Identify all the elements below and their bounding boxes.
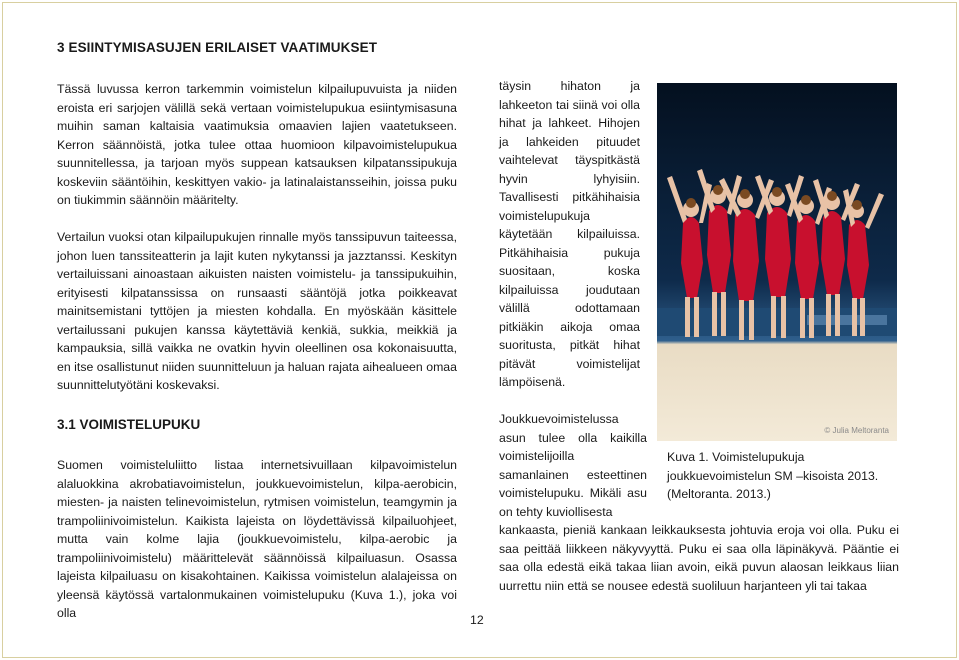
- suit-paragraph: Suomen voimisteluliitto listaa internetsivuillaan kilpavoimistelun alaluokkina akrobatiavoimistelun, joukkuevoimistelun, kilpa-aerobicin, miesten- ja naisten telinevoimistelun, rytmisen voimistelun, teamgymin ja trampoliinivoimistelun. Kaikista lajeista on löydettävissä kilpailuohjeet, mutta vain kolme lajia (joukkuevoimistelu, kilpa-aerobic ja trampoliinivoimistelu) määrittelevät säännöissä kilpailuasun. Osassa lajeista kilpailuasu on kisakohtainen. Kaikissa voimistelun alalajeissa on yleensä käytössä vartalonmukainen voimistelupuku (Kuva 1.), joka voi olla: [57, 458, 457, 620]
- caption-line-3: (Meltoranta. 2013.): [667, 487, 771, 501]
- main-heading: 3 ESIINTYMISASUJEN ERILAISET VAATIMUKSET: [57, 40, 378, 55]
- sub-heading: 3.1 VOIMISTELUPUKU: [57, 417, 201, 432]
- right-column-paragraph-mid: Joukkuevoimistelussa asun tulee olla kaikilla voimistelijoilla samanlainen esteettinen voimistelupuku. Mikäli asu on tehty kuviollisesta: [499, 412, 647, 519]
- caption-line-1: Kuva 1. Voimistelupukuja: [667, 450, 805, 464]
- gymnasts-photo: [657, 83, 897, 441]
- right-column-paragraph-top: täysin hihaton ja lahkeeton tai siinä voi olla hihat ja lahkeet. Hihojen ja lahkeiden pituudet vaihtelevat täyspitkästä hyvin lyhyisiin. Tavallisesti pitkähihaisia voimistelupukuja käytetään kilpailuissa. Pitkähihaisia pukuja suositaan, koska kilpailuissa joudutaan välillä odottamaan pitkiäkin aikoja omaa suoritusta, pitkät hihat pitävät voimistelijat lämpöisenä.: [499, 79, 640, 389]
- figure-caption: [667, 448, 897, 504]
- intro-paragraph: Tässä luvussa kerron tarkemmin voimistelun kilpailupuvuista ja niiden eroista eri sarjojen välillä sekä vertaan voimistelupukua esiintymisasuna muihin saman kaltaisia vaatimuksia omaavien lajien vaatetukseen. Kerron säännöistä, jotka tulee ottaa huomioon kilpavoimistelupukua suunnitellessa, ja tarjoan myös suppean katsauksen kilpatanssipukuja koskeviin sääntöihin, keskittyen vakio- ja latinalaistansseihin, joissa puku on tiukimmin säännöin määritelty.: [57, 82, 457, 207]
- dance-paragraph: Vertailun vuoksi otan kilpailupukujen rinnalle myös tanssipuvun taiteessa, johon luen tanssiteatterin ja lajit kuten nykytanssi ja jazztanssi. Keskityn vertailuissani ainoastaan aikuisten naisten voimistelu- ja tanssipukuihin, erityisesti kilpatanssissa on runsaasti sääntöjä jotka poikkeavat mainitsemistani tyttöjen ja miesten kohdalla. En myöskään käsittele vertailussani pukujen kanssa käytettäviä kenkiä, sukkia, meikkiä ja kampauksia, sillä vaikka ne ovatkin hyvin oleellinen osa kokonaisuutta, en itse osallistunut niiden suunnitteluun ja haluan rajata aihealueen omaa suunnittelutyötäni koskevaksi.: [57, 230, 457, 392]
- page-number: 12: [470, 613, 484, 627]
- caption-line-2: joukkuevoimistelun SM –kisoista 2013.: [667, 468, 879, 483]
- photo-credit: © Julia Meltoranta: [824, 426, 889, 435]
- right-column-paragraph-bottom: kankaasta, pieniä kankaan leikkauksesta johtuvia eroja voi olla. Puku ei saa peittää liikkeen näkyvyyttä. Puku ei saa olla läpinäkyvä. Pääntie ei saa olla edestä eikä takaa liian avoin, eikä puvun alaosan leikkaus liian uurrettu niin että se nousee edestä suoliluun harjanteen yli tai takaa: [499, 523, 899, 593]
